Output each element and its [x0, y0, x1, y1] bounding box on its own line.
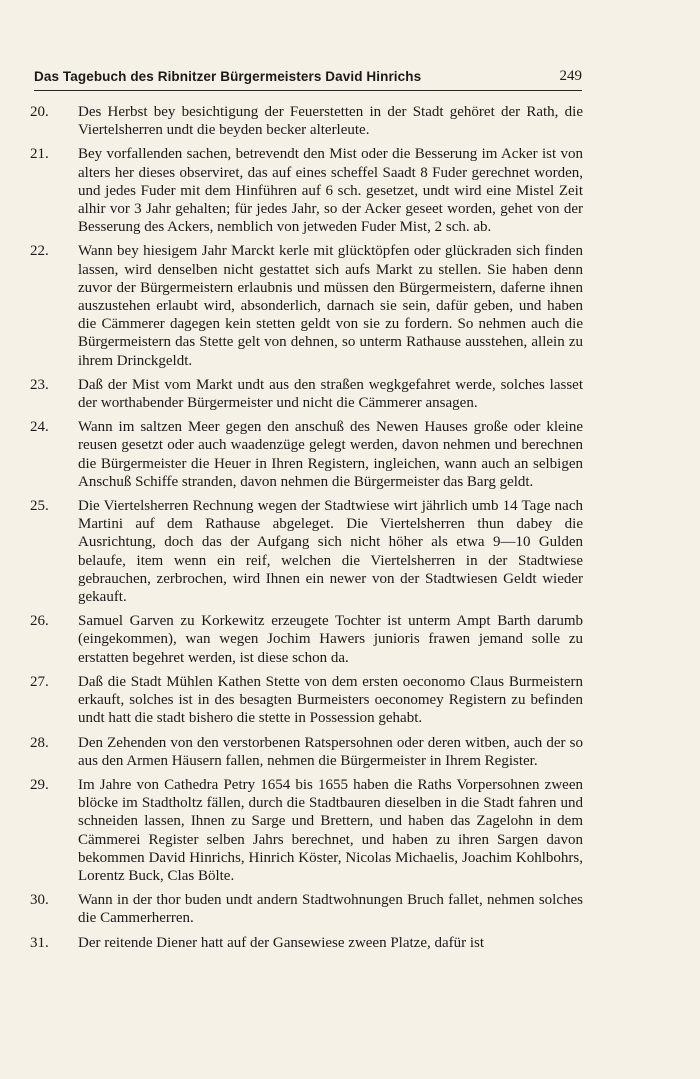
entry-number: 26. [30, 613, 49, 630]
entry-item [30, 734, 583, 776]
entry-text: Der reitende Diener hatt auf der Gansewiese zween Platze, dafür ist [78, 934, 485, 951]
entry-number: 21. [30, 146, 49, 163]
entry-number: 31. [30, 934, 49, 951]
entry-item [30, 673, 583, 734]
entry-text: Daß der Mist vom Markt undt aus den straßen wegkgefahret werde, solches lasset der worthabender Bürgermeister und nicht die Cämmerer ansagen. [78, 376, 583, 412]
running-title: Das Tagebuch des Ribnitzer Bürgermeisters David Hinrichs [34, 68, 422, 84]
entry-item [30, 145, 583, 242]
entry-text: Wann bey hiesigem Jahr Marckt kerle mit glücktöpfen oder glückraden sich finden lassen, wird denselben nicht gestattet sich aufs Markt zu stellen. Sie haben denn zuvor der Bürgermeistern erlaubnis und müssen den Bürgermeistern, daferne ihnen auszustehen erlaubt wird, absonderlich, darnach sie sein, dafür geben, und haben die Cämmerer dagegen kein stetten geldt von sie zu fordern. So nehmen auch die Bürgermeistern das Stette gelt von dehnen, so unterm Rathause ausstehen, allein zu ihrem Drinckgeldt. [78, 243, 583, 369]
entry-item [30, 376, 583, 418]
entry-item [30, 418, 583, 497]
entry-item [30, 103, 583, 145]
entry-text: Samuel Garven zu Korkewitz erzeugete Tochter ist unterm Ampt Barth darumb (eingekommen), wan wegen Jochim Hawers junioris frawen jemand solle zu erstatten begehret werden, ist diese schon da. [78, 613, 583, 666]
entry-item [30, 612, 583, 673]
numbered-entries-list [30, 103, 583, 958]
entry-text: Des Herbst bey besichtigung der Feuerstetten in der Stadt gehöret der Rath, die Viertelsherren undt die beyden becker alterleute. [78, 104, 583, 139]
entry-number: 28. [30, 734, 49, 751]
entry-item [30, 242, 583, 375]
entry-number: 29. [30, 776, 49, 793]
entry-item [30, 776, 583, 891]
entry-item [30, 891, 583, 933]
entry-text: Wann im saltzen Meer gegen den anschuß des Newen Hauses große oder kleine reusen gesetzt oder auch waadenzüge gelegt werden, davon nehmen und berechnen die Bürgermeister die Heuer in Ihren Registern, ingleichen, wann auch an selbigen Anschuß Schiffe stranden, davon nehmen die Bürgermeister das Barg geldt. [78, 419, 583, 490]
entry-item [30, 497, 583, 612]
entry-text: Wann in der thor buden undt andern Stadtwohnungen Bruch fallet, nehmen solches die Cammerherren. [78, 892, 583, 927]
entry-text: Im Jahre von Cathedra Petry 1654 bis 1655 haben die Raths Vorpersohnen zween blöcke im Stadtholtz fällen, durch die Stadtbauren dieselben in die Stadt fahren und schneiden lassen, Ihnen zu Sarge und Brettern, und haben das Zagelohn in dem Cämmerei Register selben Jahrs berechnet, und haben zu ihren Sargen davon bekommen David Hinrichs, Hinrich Köster, Nicolas Michaelis, Joachim Kohlbohrs, Lorentz Buck, Clas Bölte. [78, 776, 583, 884]
entry-text: Den Zehenden von den verstorbenen Ratspersohnen oder deren witben, auch der so aus den Armen Häusern fallen, nehmen die Bürgermeister in Ihrem Register. [78, 734, 583, 769]
page-number: 249 [559, 67, 582, 84]
entry-number: 30. [30, 892, 49, 909]
entry-number: 25. [30, 498, 49, 515]
entry-number: 22. [30, 243, 49, 260]
entry-number: 27. [30, 673, 49, 690]
entry-text: Die Viertelsherren Rechnung wegen der Stadtwiese wirt jährlich umb 14 Tage nach Martini auf dem Rathause abgeleget. Die Viertelsherren thun dabey die Ausrichtung, doch das der Aufgang sich nicht höher als etwa 9—10 Gulden belaufe, item wenn ein reif, welchen die Viertelsherren in der Stadtwiese gebrauchen, zerbrochen, wird Ihnen ein newer von der Stadtwiesen Geldt wieder gekauft. [78, 498, 583, 606]
entry-text: Bey vorfallenden sachen, betrevendt den Mist oder die Besserung im Acker ist von alters her dieses observiret, das auf eines scheffel Saadt 8 Fuder gerechnet worden, und jedes Fuder mit dem Hinführen auf 6 sch. gesetzet, undt wird eine Mistel Zeit alhir vor 3 Jahr gehalten; für jedes Jahr, so der Acker geseet worden, gehet von der Besserung des Ackers, nemblich von jetweden Fuder Mist, 2 sch. ab. [78, 146, 583, 236]
entry-number: 20. [30, 104, 49, 120]
running-header [34, 62, 582, 91]
entry-number: 24. [30, 419, 49, 436]
entry-text: Daß die Stadt Mühlen Kathen Stette von dem ersten oeconomo Claus Burmeistern erkauft, solches ist in des besagten Burmeisters oeconomey Registern zu befinden undt hatt die stadt bishero die stette in Possession gehabt. [78, 673, 583, 727]
entry-number: 23. [30, 376, 49, 393]
entry-item [30, 934, 583, 958]
